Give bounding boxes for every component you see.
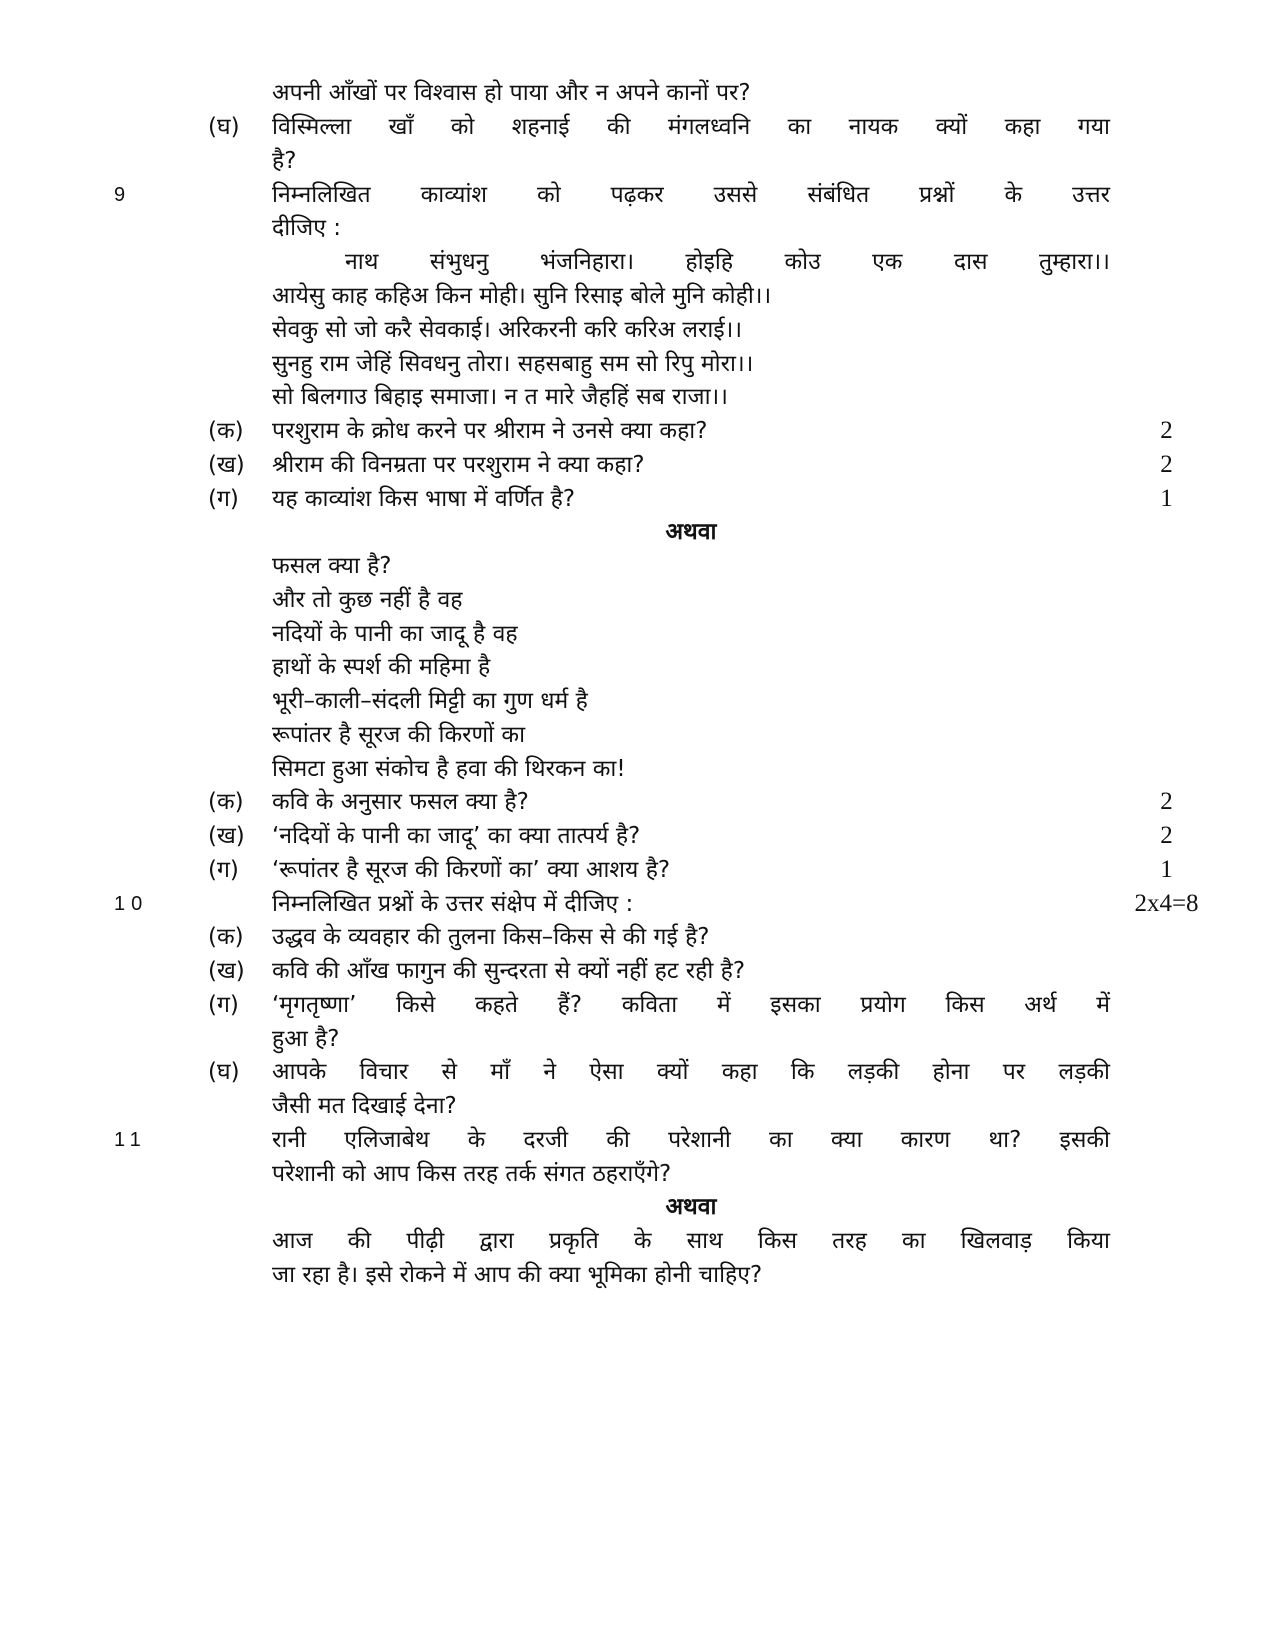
q9-c-marks: 1 bbox=[1160, 485, 1173, 512]
q8-d-line1: विस्मिल्ला खाँ को शहनाई की मंगलध्वनि का नायक क्यों कहा गया bbox=[272, 114, 1110, 140]
q10-d-line1: आपके विचार से माँ ने ऐसा क्यों कहा कि लड़की होना पर लड़की bbox=[272, 1059, 1110, 1085]
q10-a-text: उद्धव के व्यवहार की तुलना किस–किस से की गई है? bbox=[272, 924, 710, 950]
q11-line2: परेशानी को आप किस तरह तर्क संगत ठहराएँगे? bbox=[272, 1161, 672, 1187]
q9-alt-c-label: (ग) bbox=[208, 857, 239, 883]
q10-intro: निम्नलिखित प्रश्नों के उत्तर संक्षेप में दीजिए : bbox=[272, 891, 634, 917]
q10-c-label: (ग) bbox=[208, 992, 239, 1018]
q9-alt-b-marks: 2 bbox=[1160, 822, 1173, 849]
q9-poem-line: सो बिलगाउ बिहाइ समाजा। न त मारे जैहहिं सब राजा।। bbox=[272, 384, 728, 410]
q9-a-label: (क) bbox=[208, 418, 244, 444]
q9-number: 9 bbox=[114, 184, 132, 206]
q9-alt-c-marks: 1 bbox=[1160, 856, 1173, 883]
q9-b-text: श्रीराम की विनम्रता पर परशुराम ने क्या कहा? bbox=[272, 452, 645, 478]
q9-c-label: (ग) bbox=[208, 486, 239, 512]
q9-alt-poem-line: हाथों के स्पर्श की महिमा है bbox=[272, 654, 491, 680]
q9-a-marks: 2 bbox=[1160, 417, 1173, 444]
q9-intro-line2: दीजिए : bbox=[272, 215, 341, 241]
q9-poem-line: नाथ संभुधनु भंजनिहारा। होइहि कोउ एक दास तुम्हारा।। bbox=[345, 249, 1110, 275]
q11-line1: रानी एलिजाबेथ के दरजी की परेशानी का क्या कारण था? इसकी bbox=[272, 1127, 1110, 1153]
q9-poem-line: आयेसु काह कहिअ किन मोही। सुनि रिसाइ बोले मुनि कोही।। bbox=[272, 283, 772, 309]
q10-c-line1: ‘मृगतृष्णा’ किसे कहते हैं? कविता में इसका प्रयोग किस अर्थ में bbox=[272, 992, 1110, 1018]
q10-marks: 2x4=8 bbox=[1134, 890, 1199, 917]
q9-alt-a-marks: 2 bbox=[1160, 788, 1173, 815]
q9-or-heading: अथवा bbox=[665, 519, 717, 545]
q8-d-label: (घ) bbox=[208, 114, 240, 140]
q9-alt-poem-line: रूपांतर है सूरज की किरणों का bbox=[272, 722, 526, 748]
q9-alt-poem-line: भूरी–काली–संदली मिट्टी का गुण धर्म है bbox=[272, 688, 588, 714]
q9-a-text: परशुराम के क्रोध करने पर श्रीराम ने उनसे क्या कहा? bbox=[272, 418, 708, 444]
q11-alt-line2: जा रहा है। इसे रोकने में आप की क्या भूमिका होनी चाहिए? bbox=[272, 1262, 763, 1288]
q11-alt-line1: आज की पीढ़ी द्वारा प्रकृति के साथ किस तरह का खिलवाड़ किया bbox=[272, 1228, 1110, 1254]
q9-alt-c-text: ‘रूपांतर है सूरज की किरणों का’ क्या आशय है? bbox=[272, 857, 671, 883]
q9-alt-poem-line: फसल क्या है? bbox=[272, 553, 392, 579]
q8-c-tail: अपनी आँखों पर विश्वास हो पाया और न अपने कानों पर? bbox=[272, 80, 751, 106]
q9-alt-poem-line: नदियों के पानी का जादू है वह bbox=[272, 621, 518, 647]
q9-b-label: (ख) bbox=[208, 452, 245, 478]
q11-number: 11 bbox=[114, 1129, 147, 1151]
q9-b-marks: 2 bbox=[1160, 451, 1173, 478]
q9-alt-a-text: कवि के अनुसार फसल क्या है? bbox=[272, 789, 529, 815]
q10-d-line2: जैसी मत दिखाई देना? bbox=[272, 1093, 457, 1119]
q9-alt-b-text: ‘नदियों के पानी का जादू’ का क्या तात्पर्य है? bbox=[272, 823, 641, 849]
q9-c-text: यह काव्यांश किस भाषा में वर्णित है? bbox=[272, 486, 576, 512]
q9-intro-line1: निम्नलिखित काव्यांश को पढ़कर उससे संबंधित प्रश्नों के उत्तर bbox=[272, 182, 1110, 208]
q10-b-label: (ख) bbox=[208, 958, 245, 984]
q10-b-text: कवि की आँख फागुन की सुन्दरता से क्यों नहीं हट रही है? bbox=[272, 958, 746, 984]
q10-a-label: (क) bbox=[208, 924, 244, 950]
q8-d-line2: है? bbox=[272, 148, 297, 174]
q9-alt-b-label: (ख) bbox=[208, 823, 245, 849]
q10-number: 10 bbox=[114, 893, 149, 915]
q10-c-line2: हुआ है? bbox=[272, 1026, 340, 1052]
q11-or-heading: अथवा bbox=[665, 1194, 717, 1220]
q9-poem-line: सुनहु राम जेहिं सिवधनु तोरा। सहसबाहु सम सो रिपु मोरा।। bbox=[272, 351, 754, 377]
q9-alt-a-label: (क) bbox=[208, 789, 244, 815]
q9-alt-poem-line: और तो कुछ नहीं है वह bbox=[272, 587, 463, 613]
q9-poem-line: सेवकु सो जो करै सेवकाई। अरिकरनी करि करिअ लराई।। bbox=[272, 317, 743, 343]
q10-d-label: (घ) bbox=[208, 1059, 240, 1085]
q9-alt-poem-line: सिमटा हुआ संकोच है हवा की थिरकन का! bbox=[272, 756, 626, 782]
